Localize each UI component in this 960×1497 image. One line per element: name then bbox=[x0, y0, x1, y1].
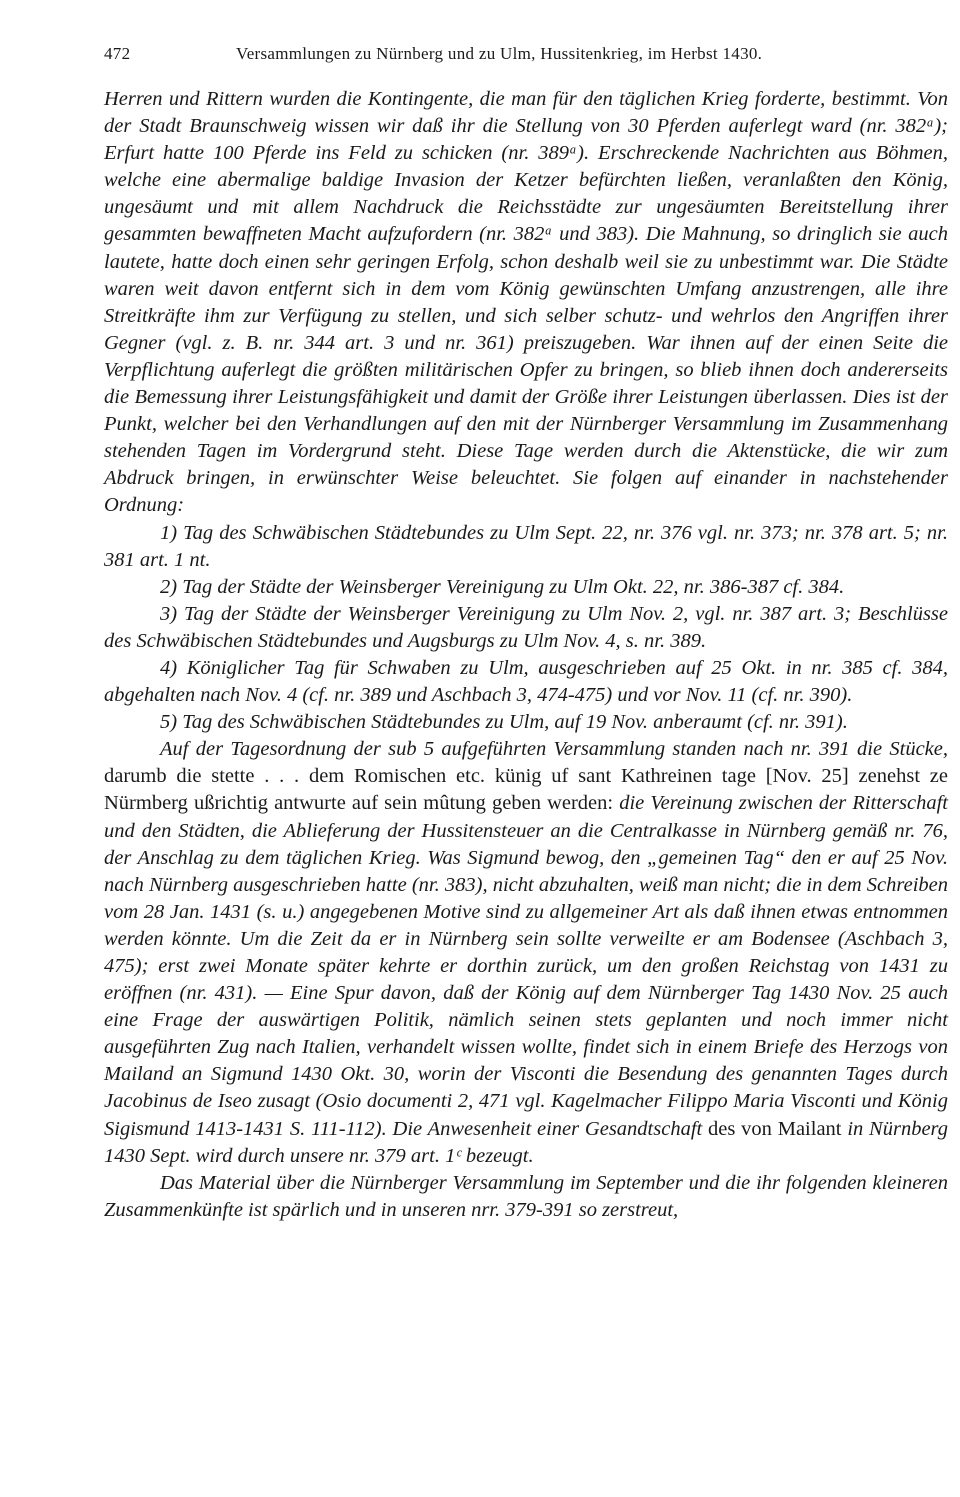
agenda-word-des: des bbox=[708, 1117, 736, 1140]
list-item-2: 2) Tag der Städte der Weinsberger Vereinigung zu Ulm Okt. 22, nr. 386-387 cf. 384. bbox=[160, 575, 845, 598]
final-paragraph: Das Material über die Nürnberger Versammlung im September und die ihr folgenden kleineren Zusammenkünfte ist spärlich und in unseren nrr. 379-391 so zerstreut, bbox=[104, 1171, 948, 1221]
agenda-rest: die Vereinung zwischen der Ritterschaft und den Städten, die Ablieferung der Hussitensteuer an die Centralkasse in Nürnberg gemäß nr. 76, der Anschlag zu dem täglichen Krieg. Was Sigmund bewog, den „gemeinen Tag“ den er auf 25 Nov. nach Nürnberg ausgeschrieben hatte (nr. 383), nicht abzuhalten, weiß man nicht; die in dem Schreiben vom 28 Jan. 1431 (s. u.) angegebenen Motive sind zu allgemeiner Art als daß ihnen etwas entnommen werden könnte. Um die Zeit da er in Nürnberg sein sollte verweilte er am Bodensee (Aschbach 3, 475); erst zwei Monate später kehrte er dorthin zurück, um den großen Reichstag von 1431 zu eröffnen (nr. 431). — Eine Spur davon, daß der König auf dem Nürnberger Tag 1430 Nov. 25 auch eine Frage der auswärtigen Politik, nämlich seinen stets geplanten und noch immer nicht ausgeführten Zug nach Italien, verhandelt wissen wollte, findet sich in einem Briefe des Herzogs von Mailand an Sigmund 1430 Okt. 30, worin der Visconti die Besendung des genannten Tages durch Jacobinus de Iseo zusagt (Osio documenti 2, 471 vgl. Kagelmacher Filippo Maria Visconti und König Sigismund 1413-1431 S. 111-112). Die Anwesenheit einer Gesandtschaft bbox=[104, 792, 948, 1140]
list-item-5: 5) Tag des Schwäbischen Städtebundes zu Ulm, auf 19 Nov. anberaumt (cf. nr. 391). bbox=[160, 711, 848, 734]
agenda-tail: in Nürnberg 1430 Sept. wird durch unsere nr. 379 art. 1ᶜ bezeugt. bbox=[104, 1117, 949, 1167]
agenda-quote-b: zenehst ze Nürmberg ußrichtig antwurte auf sein mûtung geben werden: bbox=[104, 765, 948, 815]
running-title: Versammlungen zu Nürnberg und zu Ulm, Hussitenkrieg, im Herbst 1430. bbox=[236, 44, 763, 63]
body-text bbox=[104, 86, 948, 1224]
running-header bbox=[104, 44, 948, 86]
paragraph-1: Herren und Rittern wurden die Kontingente, die man für den täglichen Krieg forderte, bestimmt. Von der Stadt Braunschweig wissen wir daß ihr die Stellung von 30 Pferden auferlegt ward (nr. 382ᵃ); Erfurt hatte 100 Pferde ins Feld zu schicken (nr. 389ᵃ). Erschreckende Nachrichten aus Böhmen, welche eine abermalige baldige Invasion der Ketzer befürchten ließen, veranlaßten den König, ungesäumt und mit allem Nachdruck die Reichsstädte zur ungesäumten Bereitstellung ihrer gesammten bewaffneten Macht aufzufordern (nr. 382ᵃ und 383). Die Mahnung, so dringlich sie auch lautete, hatte doch einen sehr geringen Erfolg, schon deshalb weil sie zu unbestimmt war. Die Städte waren weit davon entfernt sich in dem vom König gewünschten Umfang anzustrengen, alle ihre Streitkräfte ihm zur Verfügung zu stellen, und sich selber schutz- und wehrlos den Angriffen ihrer Gegner (vgl. z. B. nr. 344 art. 3 und nr. 361) preiszugeben. War ihnen auf der einen Seite die Verpflichtung auferlegt die größten militärischen Opfer zu bringen, so blieb ihnen doch andererseits die Bemessung ihrer Leistungsfähigkeit und damit der Größe ihrer Leistungen überlassen. Dies ist der Punkt, welcher bei den Verhandlungen auf den mit der Nürnberger Versammlung im Zusammenhang stehenden Tagen im Vordergrund steht. Diese Tage werden durch die Aktenstücke, die wir zum Abdruck bringen, in erwünschter Weise beleuchtet. Sie folgen auf einander in nachstehender Ordnung: bbox=[104, 88, 948, 517]
agenda-quote-a: darumb die stette . . . dem Romischen etc. künig uf sant Kathreinen tage bbox=[104, 765, 756, 788]
agenda-intro: Auf der Tagesordnung der sub 5 aufgeführten Versammlung standen nach nr. 391 die Stücke, bbox=[160, 738, 948, 761]
agenda-bracket-date: [Nov. 25] bbox=[765, 765, 849, 788]
list-item-1: 1) Tag des Schwäbischen Städtebundes zu Ulm Sept. 22, nr. 376 vgl. nr. 373; nr. 378 art. 5; nr. 381 art. 1 nt. bbox=[104, 521, 948, 571]
page-number: 472 bbox=[104, 44, 131, 63]
list-item-3: 3) Tag der Städte der Weinsberger Vereinigung zu Ulm Nov. 2, vgl. nr. 387 art. 3; Beschlüsse des Schwäbischen Städtebundes und Augsburgs zu Ulm Nov. 4, s. nr. 389. bbox=[104, 602, 948, 652]
agenda-paragraph bbox=[104, 736, 948, 1170]
agenda-word-von: von bbox=[741, 1117, 772, 1140]
agenda-word-mailant: Mailant bbox=[777, 1117, 842, 1140]
list-item-4: 4) Königlicher Tag für Schwaben zu Ulm, ausgeschrieben auf 25 Okt. in nr. 385 cf. 384, abgehalten nach Nov. 4 (cf. nr. 389 und Aschbach 3, 474-475) und vor Nov. 11 (cf. nr. 390). bbox=[104, 656, 948, 707]
